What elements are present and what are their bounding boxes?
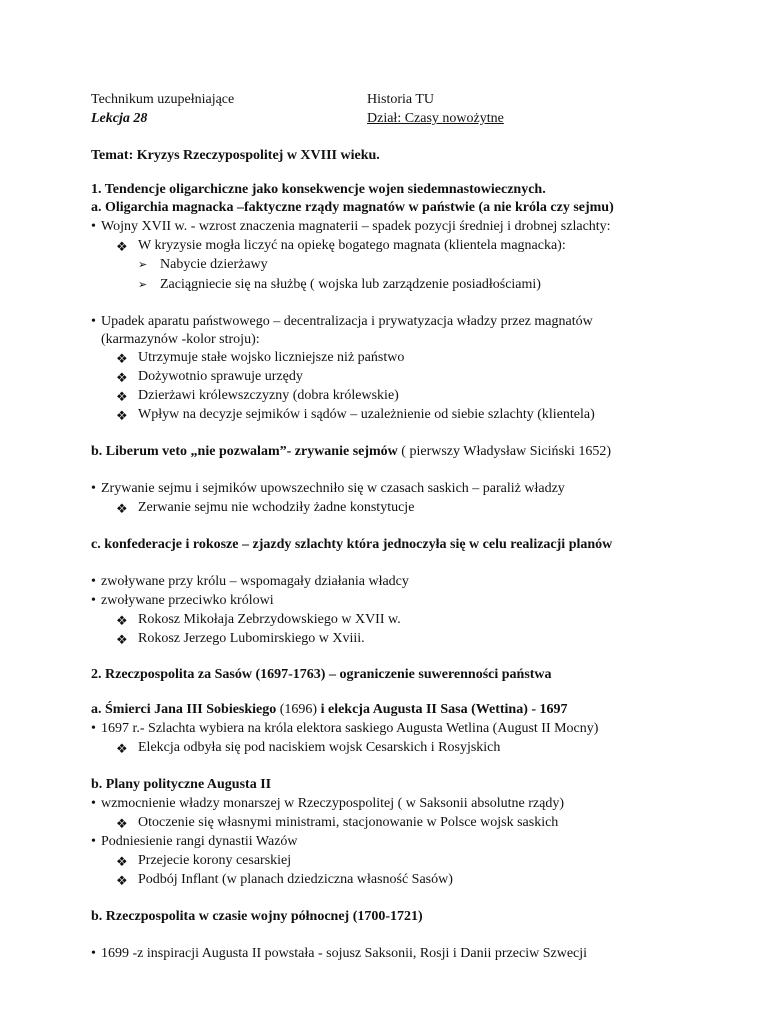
bullet-item — [91, 796, 564, 813]
section-name: Dział: Czasy nowożytne — [367, 111, 504, 126]
diamond-item — [116, 238, 566, 255]
section-1b-title — [91, 444, 611, 461]
diamond-text: Przejecie korony cesarskiej — [138, 853, 292, 868]
diamond-text: Wpływ na decyzje sejmików i sądów – uzależnienie od siebie szlachty (klientela) — [138, 407, 595, 422]
lesson-topic: Temat: Kryzys Rzeczypospolitej w XVIII wieku. — [91, 148, 380, 163]
diamond-text: Dzierżawi królewszczyzny (dobra królewskie) — [138, 388, 399, 403]
diamond-bullet-icon: ❖ — [116, 388, 128, 404]
section-2a-title — [91, 702, 568, 719]
bullet-item — [91, 834, 298, 851]
arrow-item — [138, 277, 541, 294]
diamond-item — [116, 388, 399, 405]
arrow-bullet-icon: ➢ — [138, 278, 148, 291]
diamond-bullet-icon: ❖ — [116, 369, 128, 385]
diamond-item — [116, 853, 291, 870]
subject-name: Historia TU — [367, 92, 435, 107]
arrow-text: Zaciągniecie się na służbę ( wojska lub zarządzenie posiadłościami) — [160, 277, 541, 292]
section-1b-title-rest: ( pierwszy Władysław Siciński 1652) — [397, 444, 612, 459]
diamond-item — [116, 407, 595, 424]
diamond-item — [116, 612, 401, 629]
section-1b-title-bold: b. Liberum veto „nie pozwalam”- zrywanie sejmów — [91, 444, 398, 459]
diamond-text: Podbój Inflant (w planach dziedziczna własność Sasów) — [138, 872, 453, 887]
bullet-text: Podniesienie rangi dynastii Wazów — [101, 834, 298, 849]
bullet-icon: • — [91, 946, 96, 961]
diamond-text: W kryzysie mogła liczyć na opiekę bogatego magnata (klientela magnacka): — [138, 238, 566, 253]
section-1-title: 1. Tendencje oligarchiczne jako konsekwencje wojen siedemnastowiecznych. — [91, 182, 546, 197]
bullet-text: Upadek aparatu państwowego – decentralizacja i prywatyzacja władzy przez magnatów — [101, 314, 593, 329]
bullet-icon: • — [91, 796, 96, 811]
diamond-bullet-icon: ❖ — [116, 612, 128, 628]
diamond-bullet-icon: ❖ — [116, 407, 128, 423]
section-1a-title: a. Oligarchia magnacka –faktyczne rządy magnatów w państwie (a nie króla czy sejmu) — [91, 200, 614, 215]
bullet-item — [91, 314, 593, 331]
bullet-text: 1699 -z inspiracji Augusta II powstała - sojusz Saksonii, Rosji i Danii przeciw Szwecji — [101, 946, 588, 961]
section-2c-title: b. Rzeczpospolita w czasie wojny północnej (1700-1721) — [91, 909, 423, 924]
diamond-bullet-icon: ❖ — [116, 500, 128, 516]
bullet-icon: • — [91, 574, 96, 589]
diamond-bullet-icon: ❖ — [116, 238, 128, 254]
diamond-bullet-icon: ❖ — [116, 631, 128, 647]
bullet-text: zwoływane przeciwko królowi — [101, 593, 274, 608]
section-2a-title-part3: i elekcja Augusta II Sasa (Wettina) - 1697 — [320, 702, 568, 717]
bullet-icon: • — [91, 481, 96, 496]
diamond-text: Rokosz Jerzego Lubomirskiego w Xviii. — [138, 631, 365, 646]
diamond-bullet-icon: ❖ — [116, 740, 128, 756]
school-name: Technikum uzupełniające — [91, 92, 235, 107]
diamond-item — [116, 631, 365, 648]
bullet-text: zwoływane przy królu – wspomagały działania władcy — [101, 574, 409, 589]
arrow-bullet-icon: ➢ — [138, 258, 148, 271]
bullet-text: Zrywanie sejmu i sejmików upowszechniło się w czasach saskich – paraliż władzy — [101, 481, 565, 496]
bullet-icon: • — [91, 593, 96, 608]
bullet-icon: • — [91, 834, 96, 849]
bullet-item — [91, 593, 274, 610]
diamond-bullet-icon: ❖ — [116, 350, 128, 366]
bullet-item — [91, 219, 611, 236]
bullet-item — [91, 574, 409, 591]
bullet-item — [91, 946, 587, 963]
diamond-bullet-icon: ❖ — [116, 872, 128, 888]
section-2-title: 2. Rzeczpospolita za Sasów (1697-1763) – ograniczenie suwerenności państwa — [91, 667, 552, 682]
section-2a-title-part1: a. Śmierci Jana III Sobieskiego — [91, 702, 277, 717]
diamond-bullet-icon: ❖ — [116, 853, 128, 869]
diamond-text: Zerwanie sejmu nie wchodziły żadne konstytucje — [138, 500, 415, 515]
diamond-text: Rokosz Mikołaja Zebrzydowskiego w XVII w. — [138, 612, 401, 627]
bullet-text-continuation: (karmazynów -kolor stroju): — [101, 332, 260, 347]
bullet-icon: • — [91, 314, 96, 329]
diamond-text: Utrzymuje stałe wojsko liczniejsze niż państwo — [138, 350, 405, 365]
bullet-text: Wojny XVII w. - wzrost znaczenia magnaterii – spadek pozycji średniej i drobnej szlachty: — [101, 219, 611, 234]
diamond-text: Elekcja odbyła się pod naciskiem wojsk Cesarskich i Rosyjskich — [138, 740, 501, 755]
lesson-number: Lekcja 28 — [91, 111, 148, 126]
bullet-item — [91, 481, 565, 498]
arrow-item — [138, 257, 268, 274]
diamond-text: Dożywotnio sprawuje urzędy — [138, 369, 303, 384]
diamond-text: Otoczenie się własnymi ministrami, stacjonowanie w Polsce wojsk saskich — [138, 815, 559, 830]
arrow-text: Nabycie dzierżawy — [160, 257, 268, 272]
diamond-item — [116, 500, 414, 517]
bullet-icon: • — [91, 219, 96, 234]
diamond-item — [116, 350, 404, 367]
diamond-bullet-icon: ❖ — [116, 815, 128, 831]
diamond-item — [116, 369, 303, 386]
section-2b-title: b. Plany polityczne Augusta II — [91, 777, 272, 792]
diamond-item — [116, 815, 558, 832]
diamond-item — [116, 740, 500, 757]
section-1c-title: c. konfederacje i rokosze – zjazdy szlachty która jednoczyła się w celu realizacji planów — [91, 537, 613, 552]
bullet-icon: • — [91, 721, 96, 736]
section-2a-title-part2: (1696) — [276, 702, 321, 717]
bullet-text: wzmocnienie władzy monarszej w Rzeczypospolitej ( w Saksonii absolutne rządy) — [101, 796, 565, 811]
bullet-text: 1697 r.- Szlachta wybiera na króla elektora saskiego Augusta Wetlina (August II Mocny) — [101, 721, 599, 736]
diamond-item — [116, 872, 453, 889]
bullet-item — [91, 721, 598, 738]
